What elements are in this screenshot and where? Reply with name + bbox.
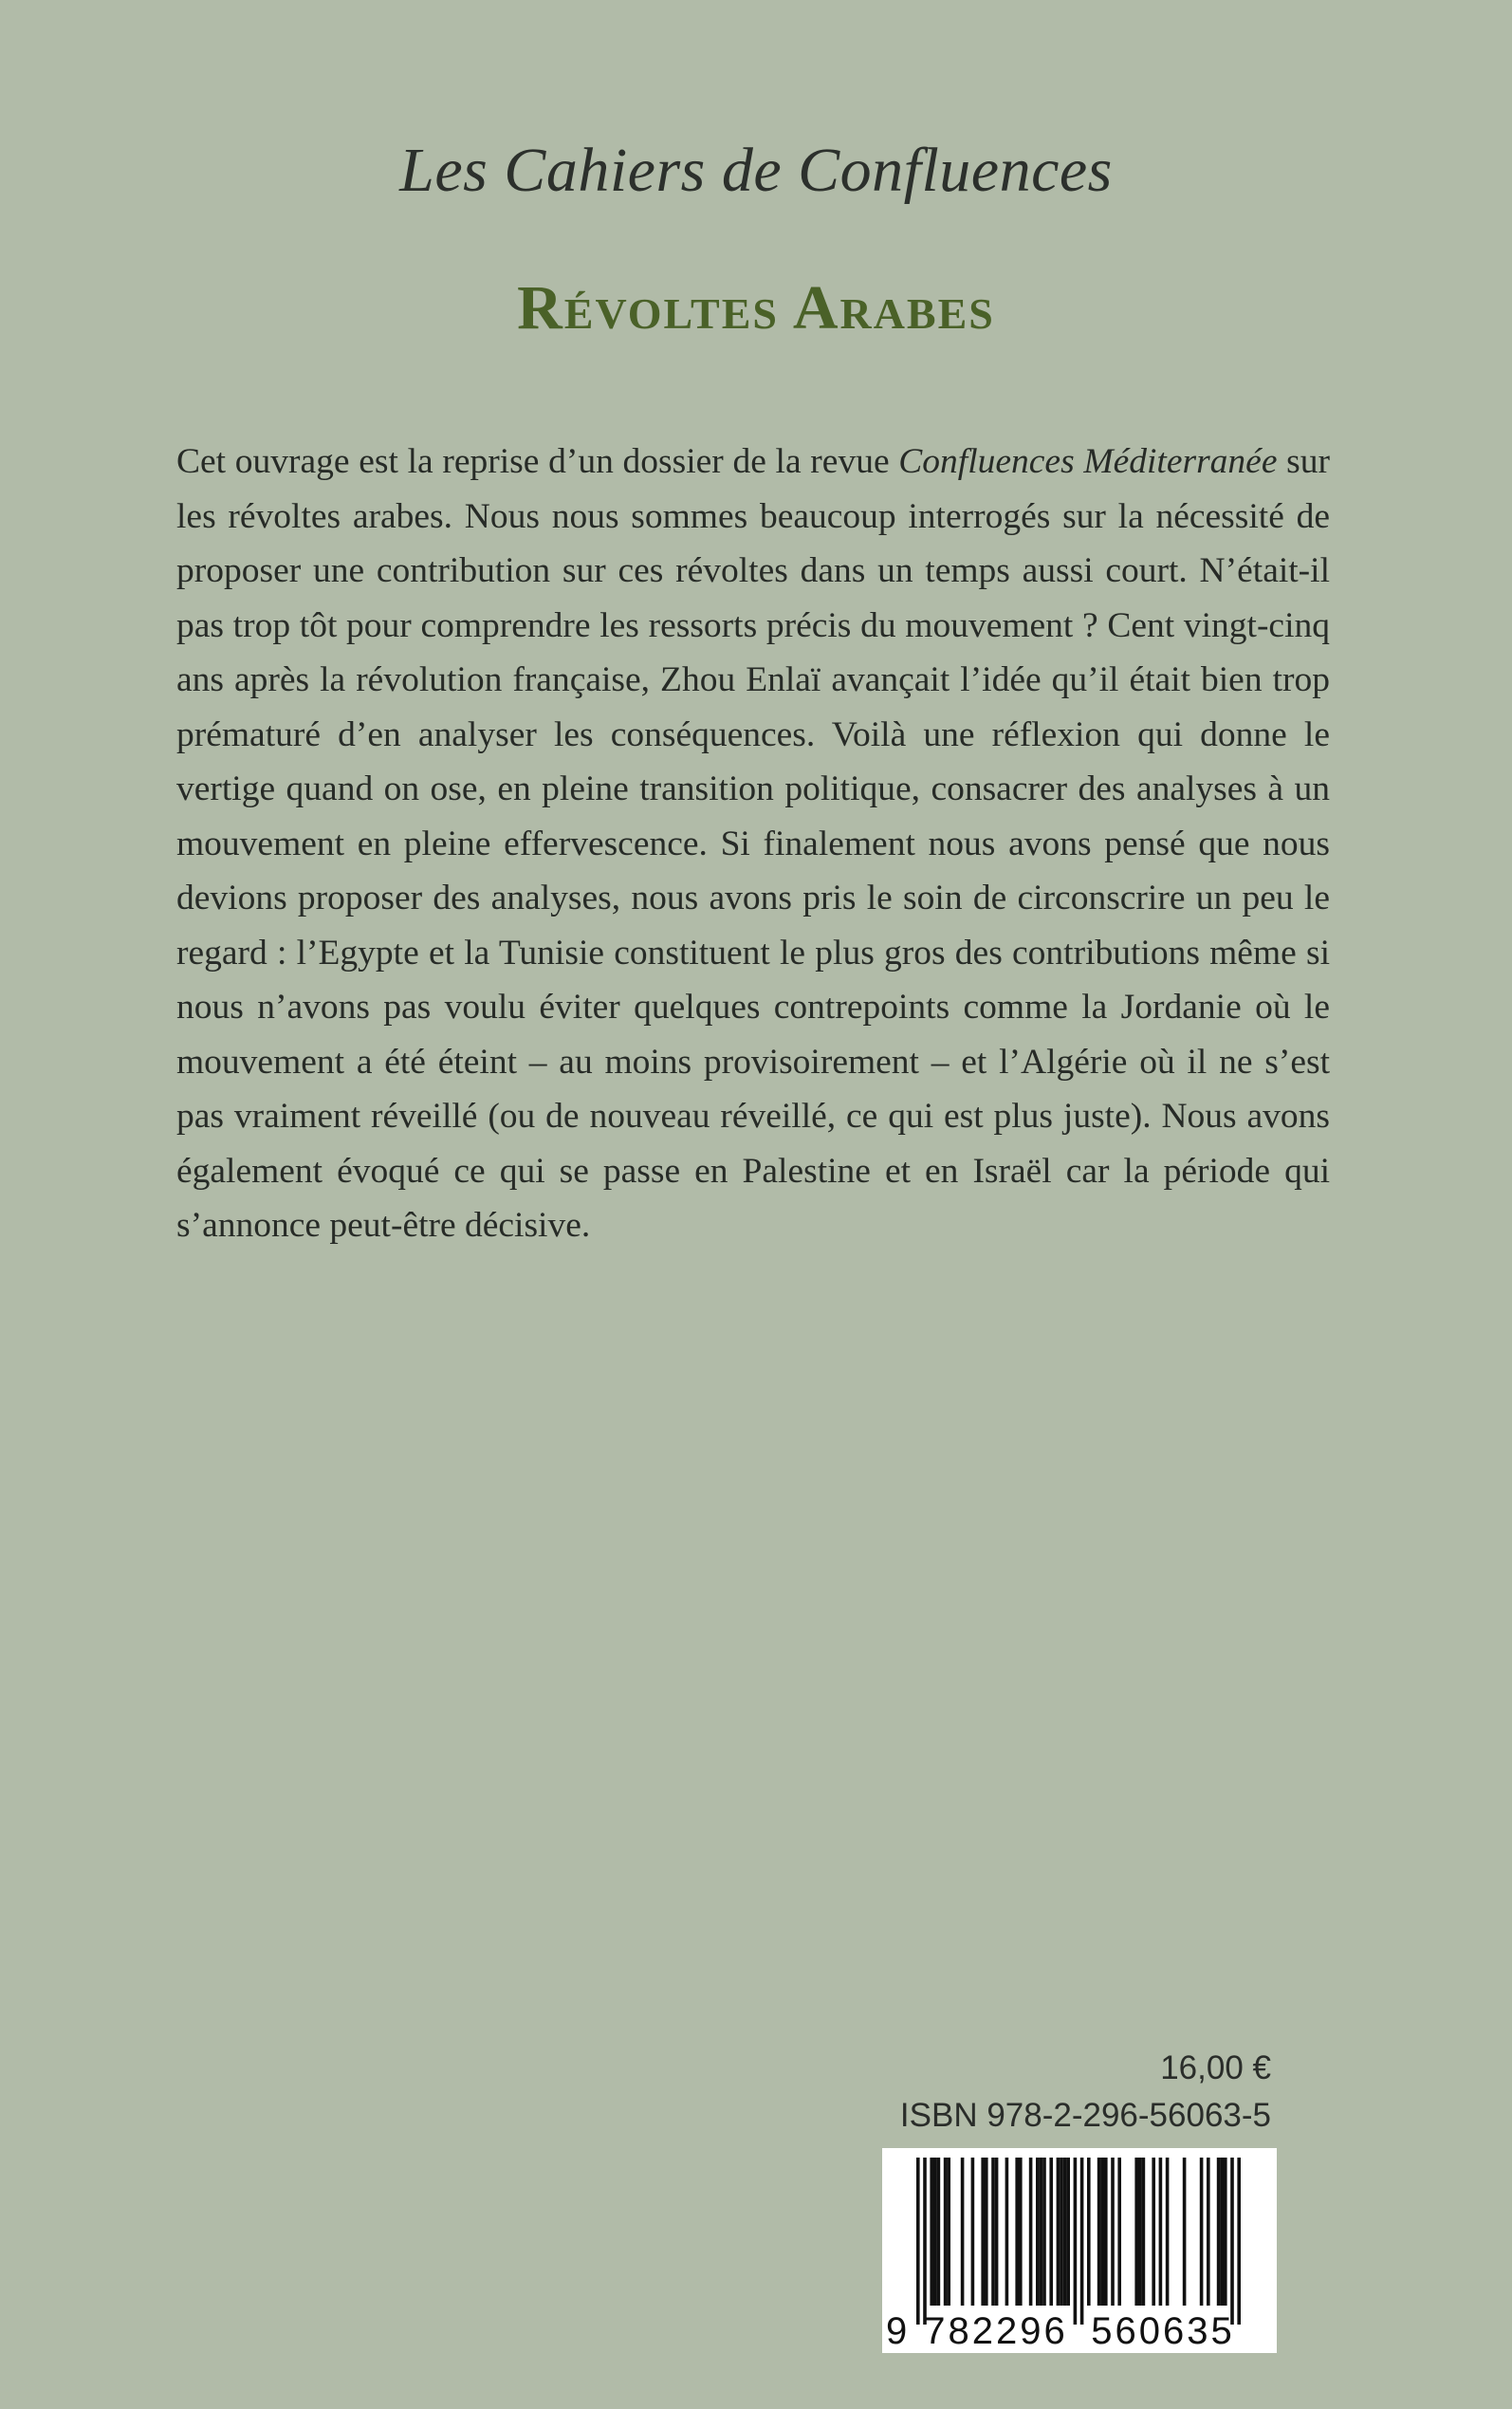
barcode-bar xyxy=(1183,2158,1187,2306)
barcode-bar xyxy=(1166,2158,1170,2306)
barcode-bar xyxy=(1207,2158,1210,2306)
barcode-left-digits: 782296 xyxy=(924,2310,1068,2352)
barcode-bar xyxy=(1097,2158,1101,2306)
barcode-bar xyxy=(1142,2158,1146,2306)
barcode-bar xyxy=(1029,2158,1033,2306)
barcode-first-digit: 9 xyxy=(886,2310,908,2352)
book-title: Révoltes Arabes xyxy=(517,273,995,343)
barcode-bar xyxy=(995,2158,999,2306)
barcode-bar xyxy=(981,2158,985,2306)
barcode-bar xyxy=(1019,2158,1023,2306)
barcode-bar xyxy=(947,2158,950,2306)
price-label: 16,00 € xyxy=(1160,2049,1271,2086)
barcode-bar xyxy=(923,2158,927,2325)
barcode-bar xyxy=(933,2158,937,2306)
barcode-bar xyxy=(1005,2158,1009,2306)
barcode-graphic xyxy=(882,2148,1277,2353)
barcode-bar xyxy=(991,2158,995,2306)
barcode-bar xyxy=(1057,2158,1060,2306)
barcode-bar xyxy=(1049,2158,1053,2306)
barcode-bar xyxy=(985,2158,988,2306)
blurb-text-rest: sur les révoltes arabes. Nous nous sommes beaucoup interrogés sur la nécessité de proposer une contribution sur ces révoltes dans un temps aussi court. N’était-il pas trop tôt pour comprendre les ressorts précis du mouvement ? Cent vingt-cinq ans après la révolution française, Zhou Enlaï avançait l’idée qu’il était bien trop prématuré d’en analyser les conséquences. Voilà une réflexion qui donne le vertige quand on ose, en pleine transition politique, consacrer des analyses à un mouvement en pleine effervescence. Si finalement nous avons pensé que nous devions proposer des analyses, nous avons pris le soin de circonscrire un peu le regard : l’Egypte et la Tunisie constituent le plus gros des contributions même si nous n’avons pas voulu éviter quelques contrepoints comme la Jordanie où le mouvement a été éteint – au moins provisoirement – et l’Algérie où il ne s’est pas vraiment réveillé (ou de nouveau réveillé, ce qui est plus juste). Nous avons également évoqué ce qui se passe en Palestine et en Israël car la période qui s’annonce peut-être décisive. xyxy=(176,442,1330,1245)
blurb-text-start: Cet ouvrage est la reprise d’un dossier de la revue xyxy=(176,442,899,481)
barcode-bar xyxy=(961,2158,965,2306)
barcode-bar xyxy=(1224,2158,1227,2306)
barcode-bar xyxy=(1100,2158,1104,2306)
barcode-bar xyxy=(1063,2158,1067,2306)
barcode-right-digits: 560635 xyxy=(1091,2310,1235,2352)
barcode-bar xyxy=(1015,2158,1019,2306)
barcode-bar xyxy=(1080,2158,1084,2325)
barcode-bar xyxy=(1200,2158,1204,2306)
barcode-bar xyxy=(1074,2158,1078,2325)
series-title: Les Cahiers de Confluences xyxy=(399,136,1113,205)
barcode-bar xyxy=(1159,2158,1163,2306)
barcode-bars xyxy=(916,2158,1241,2325)
barcode-bar xyxy=(1220,2158,1224,2306)
barcode-bar xyxy=(930,2158,933,2306)
barcode-bar xyxy=(1230,2158,1234,2325)
barcode-bar xyxy=(916,2158,920,2325)
barcode-bar xyxy=(1042,2158,1046,2306)
barcode-bar xyxy=(1138,2158,1142,2306)
barcode-bar xyxy=(1036,2158,1040,2306)
barcode-bar xyxy=(1152,2158,1155,2306)
barcode-bar xyxy=(1117,2158,1121,2306)
barcode-bar xyxy=(1060,2158,1063,2306)
barcode-bar xyxy=(1040,2158,1043,2306)
barcode-bar xyxy=(1134,2158,1138,2306)
barcode-bar xyxy=(1217,2158,1221,2306)
barcode-bar xyxy=(1066,2158,1070,2306)
back-cover-blurb xyxy=(176,435,1330,1253)
barcode-bar xyxy=(1087,2158,1091,2306)
barcode-bar xyxy=(1104,2158,1108,2306)
barcode-bar xyxy=(1237,2158,1241,2325)
barcode-bar xyxy=(937,2158,941,2306)
barcode-bar xyxy=(1111,2158,1115,2306)
journal-name: Confluences Méditerranée xyxy=(898,442,1278,481)
isbn-label: ISBN 978-2-296-56063-5 xyxy=(899,2097,1271,2134)
barcode xyxy=(882,2148,1277,2353)
barcode-bar xyxy=(971,2158,975,2306)
barcode-bar xyxy=(944,2158,948,2306)
